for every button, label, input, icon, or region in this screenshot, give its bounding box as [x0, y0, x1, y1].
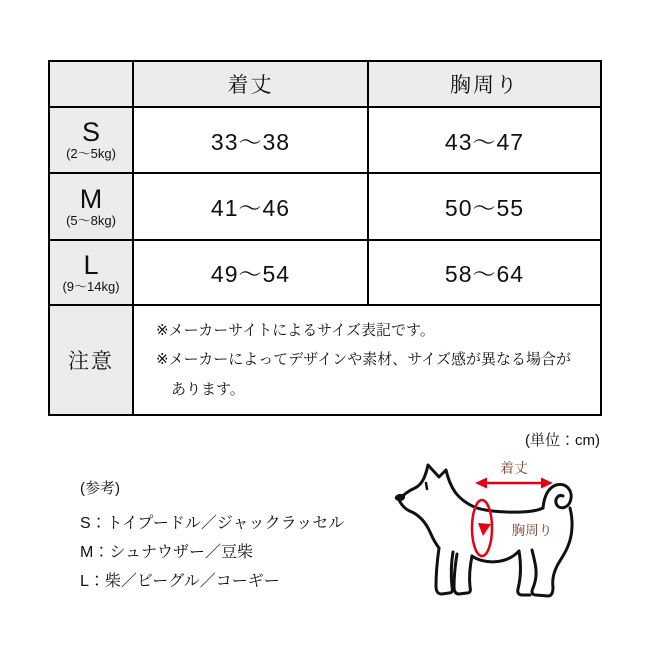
reference-title: (参考): [80, 480, 120, 497]
chest-value-l: 58〜64: [368, 240, 601, 305]
size-s-cell: [49, 107, 133, 173]
size-weight: (9〜14kg): [62, 278, 120, 294]
reference-item-m: M：シュナウザー／豆柴: [80, 544, 254, 561]
size-weight: (5〜8kg): [66, 212, 116, 228]
column-header-chest: 胸周り: [368, 61, 601, 107]
table-row-s: [49, 107, 601, 173]
column-header-length: 着丈: [133, 61, 368, 107]
size-table: [48, 60, 602, 416]
unit-note: (単位：cm): [525, 432, 600, 449]
size-weight: (2〜5kg): [66, 146, 116, 162]
reference-item-s: S：トイプードル／ジャックラッセル: [80, 515, 345, 532]
chest-value-s: 43〜47: [368, 107, 601, 173]
corner-cell: [49, 61, 133, 107]
chest-arrow-label: 胸周り: [511, 523, 553, 538]
table-row-l: [49, 240, 601, 305]
chest-value-m: 50〜55: [368, 173, 601, 240]
size-l-cell: [49, 240, 133, 305]
size-m-cell: [49, 173, 133, 240]
length-value-s: 33〜38: [133, 107, 368, 173]
length-arrow-label: 着丈: [500, 460, 528, 476]
note-label-cell: 注意: [49, 305, 133, 415]
size-letter: M: [79, 183, 103, 214]
body-length-arrow-icon: [475, 478, 553, 489]
note-line-2: ※メーカーによってデザインや素材、サイズ感が異なる場合が: [156, 351, 572, 369]
dog-measurement-diagram: [393, 452, 605, 648]
reference-block: [80, 477, 344, 596]
note-line-1: ※メーカーサイトによるサイズ表記です。: [156, 322, 435, 339]
note-line-3: あります。: [171, 380, 245, 398]
note-text-cell: [133, 305, 601, 415]
table-row-note: [49, 305, 601, 415]
header-row: [49, 61, 601, 107]
length-value-m: 41〜46: [133, 173, 368, 240]
size-letter: L: [83, 249, 99, 280]
table-row-m: [49, 173, 601, 240]
length-value-l: 49〜54: [133, 240, 368, 305]
reference-item-l: L：柴／ビーグル／コーギー: [80, 573, 280, 590]
size-letter: S: [81, 117, 100, 148]
